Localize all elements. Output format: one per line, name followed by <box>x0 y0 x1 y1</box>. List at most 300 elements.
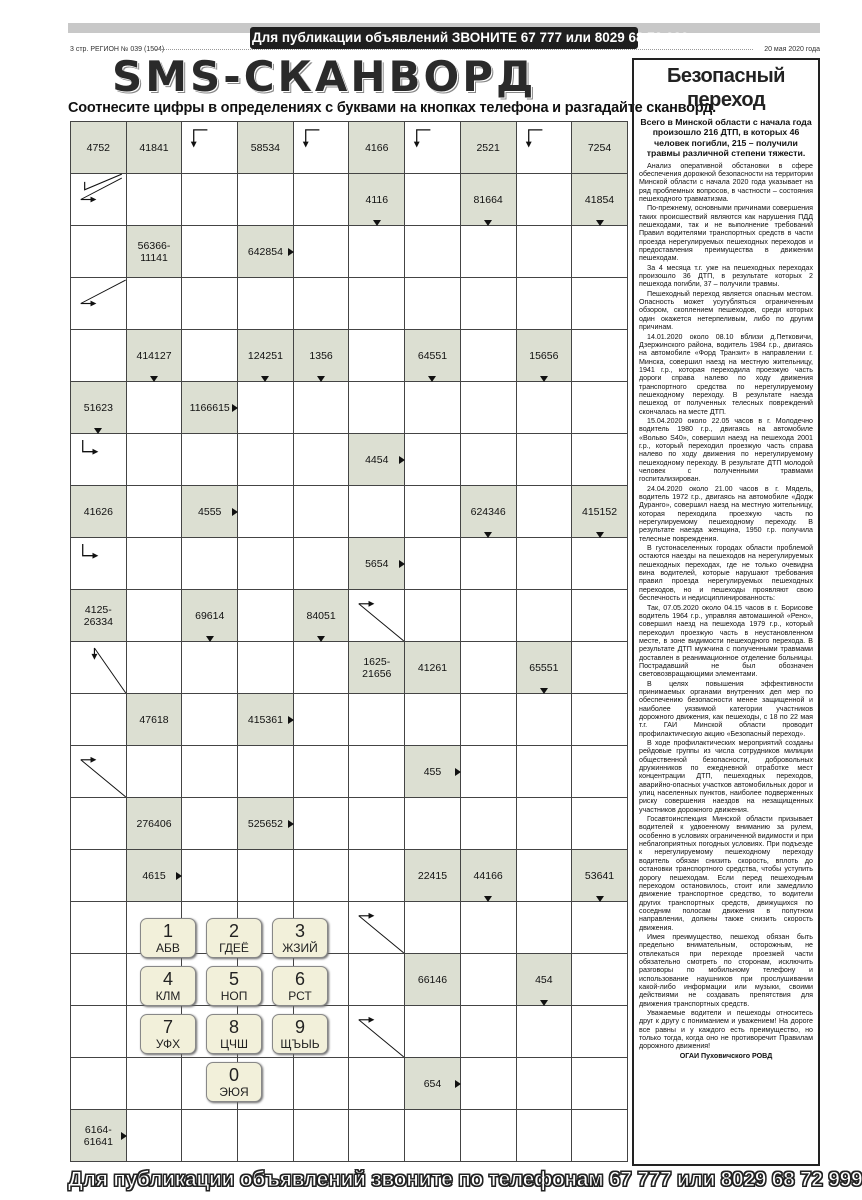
answer-cell[interactable] <box>517 486 573 538</box>
clue-number: 4116 <box>365 193 389 206</box>
clue-number: 41854 <box>584 193 615 206</box>
answer-cell[interactable] <box>294 746 350 798</box>
grid-row <box>71 226 628 278</box>
article-paragraph: Пешеходный переход является опасным местом. Опасность может усугубляться ограниченным обзором, скоплением пешеходов, среди которых один окажется нетерпеливым, либо по другим причинам. <box>639 289 813 332</box>
answer-cell[interactable] <box>349 1110 405 1162</box>
answer-cell[interactable] <box>238 538 294 590</box>
keypad-key-5 <box>206 966 262 1006</box>
clue-number: 642854 <box>247 245 283 258</box>
keypad-key-1 <box>140 918 196 958</box>
clue-number: 22415 <box>417 869 448 882</box>
answer-cell[interactable] <box>182 278 238 330</box>
clue-number: 5654 <box>365 557 389 570</box>
key-letters: НОП <box>220 989 248 1003</box>
clue-number: 53641 <box>584 869 615 882</box>
answer-cell[interactable] <box>294 434 350 486</box>
grid-row <box>71 1110 628 1162</box>
key-letters: ЩЪЫЬ <box>280 1037 320 1051</box>
article-body <box>639 162 813 1051</box>
arrow-cell[interactable] <box>71 538 127 590</box>
answer-cell[interactable] <box>517 434 573 486</box>
answer-cell[interactable] <box>127 486 183 538</box>
answer-cell[interactable] <box>405 1110 461 1162</box>
issue-date: 20 мая 2020 года <box>764 46 820 53</box>
clue-number: 56366- 11141 <box>137 239 171 264</box>
answer-cell[interactable] <box>238 486 294 538</box>
keypad-key-7 <box>140 1014 196 1054</box>
keypad-key-8 <box>206 1014 262 1054</box>
answer-cell[interactable] <box>461 226 517 278</box>
clue-cell <box>517 642 573 694</box>
answer-cell[interactable] <box>294 1110 350 1162</box>
answer-cell[interactable] <box>517 746 573 798</box>
clue-number: 64551 <box>417 349 448 362</box>
clue-cell <box>294 330 350 382</box>
answer-cell[interactable] <box>405 382 461 434</box>
answer-cell[interactable] <box>517 226 573 278</box>
answer-cell[interactable] <box>517 850 573 902</box>
key-digit: 2 <box>228 921 239 941</box>
answer-cell[interactable] <box>294 850 350 902</box>
answer-cell[interactable] <box>294 278 350 330</box>
answer-cell[interactable] <box>71 1006 127 1058</box>
answer-cell[interactable] <box>517 590 573 642</box>
clue-number: 624346 <box>470 505 506 518</box>
clue-cell <box>238 226 294 278</box>
key-digit: 5 <box>228 969 239 989</box>
answer-cell[interactable] <box>461 694 517 746</box>
answer-cell[interactable] <box>405 694 461 746</box>
answer-cell[interactable] <box>127 538 183 590</box>
answer-cell[interactable] <box>349 954 405 1006</box>
key-letters: ЖЗИЙ <box>282 941 318 955</box>
answer-cell[interactable] <box>405 798 461 850</box>
answer-cell[interactable] <box>182 226 238 278</box>
clue-number: 6164- 61641 <box>83 1123 113 1148</box>
clue-number: 47618 <box>139 713 169 726</box>
answer-cell[interactable] <box>349 798 405 850</box>
answer-cell[interactable] <box>71 226 127 278</box>
clue-number: 4125- 26334 <box>83 603 113 628</box>
grid-row <box>71 1058 628 1110</box>
answer-cell[interactable] <box>517 694 573 746</box>
arrow-cell[interactable] <box>517 122 573 174</box>
answer-cell[interactable] <box>572 1110 628 1162</box>
key-letters: ГДЕЁ <box>219 941 249 955</box>
answer-cell[interactable] <box>461 798 517 850</box>
answer-cell[interactable] <box>238 642 294 694</box>
grid-row <box>71 746 628 798</box>
answer-cell[interactable] <box>349 382 405 434</box>
clue-number: 58534 <box>250 141 280 154</box>
article-paragraph: Анализ оперативной обстановки в сфере обеспечения дорожной безопасности на территории Минской области с начала 2020 года указывает на ряд проблемных вопросов, в частности – состояния пешеходного травматизма. <box>639 161 813 203</box>
answer-cell[interactable] <box>238 850 294 902</box>
clue-cell <box>405 850 461 902</box>
grid-row <box>71 122 628 174</box>
answer-cell[interactable] <box>405 1006 461 1058</box>
clue-cell <box>127 850 183 902</box>
answer-cell[interactable] <box>238 174 294 226</box>
key-digit: 7 <box>162 1017 173 1037</box>
clue-cell <box>127 694 183 746</box>
answer-cell[interactable] <box>182 850 238 902</box>
answer-cell[interactable] <box>294 538 350 590</box>
answer-cell[interactable] <box>71 798 127 850</box>
clue-number: 525652 <box>247 817 283 830</box>
article-paragraph: В густонаселенных городах области проблемой остаются наезды на пешеходов на нерегулируемых пешеходных переходах, где не только очевидна вина водителей, которые нарушают требования правил проезда нерегулируемых пешеходных переходов, но и пешеходы проявляют свою беспечность и недисциплинированность: <box>639 544 813 603</box>
article-paragraph: Госавтоинспекция Минской области призывает водителей к удвоенному вниманию за рулем, особенно в условиях ограниченной видимости и при неблагоприятных погодных условиях. При подъезде к нерегулируемому пешеходному переходу водитель обязан снизить скорость, вплоть до остановки транспортного средства, чтобы уступить дорогу пешеходам. Если перед пешеходным переходом остановилось, стоит или замедлило движение транспортное средство, то водители других транспортных средств, движущихся по соседним полосам движения в попутном направлении, должны также снизить скорость движения. <box>639 815 813 932</box>
clue-number: 65551 <box>529 661 559 674</box>
answer-cell[interactable] <box>294 798 350 850</box>
keypad-key-4 <box>140 966 196 1006</box>
article-title: Безопасный переход <box>667 65 785 111</box>
answer-cell[interactable] <box>71 330 127 382</box>
answer-cell[interactable] <box>71 954 127 1006</box>
clue-cell <box>127 122 183 174</box>
key-digit: 0 <box>228 1065 239 1085</box>
answer-cell[interactable] <box>461 434 517 486</box>
article-paragraph: Уважаемые водители и пешеходы относитесь друг к другу с пониманием и уважением! На дороге все равны и у каждого есть преимущество, но только тогда, когда оно не противоречит Правилам дорожного движения! <box>639 1009 813 1051</box>
answer-cell[interactable] <box>238 382 294 434</box>
key-letters: ЭЮЯ <box>219 1085 249 1099</box>
clue-number: 4752 <box>86 141 111 154</box>
answer-cell[interactable] <box>294 226 350 278</box>
answer-cell[interactable] <box>517 538 573 590</box>
answer-cell[interactable] <box>572 1006 628 1058</box>
clue-cell <box>71 382 127 434</box>
answer-cell[interactable] <box>182 642 238 694</box>
clue-number: 654 <box>423 1077 442 1090</box>
clue-cell <box>238 798 294 850</box>
clue-cell <box>461 850 517 902</box>
answer-cell[interactable] <box>405 226 461 278</box>
clue-number: 1356 <box>309 349 333 362</box>
clue-cell <box>71 486 127 538</box>
answer-cell[interactable] <box>405 590 461 642</box>
clue-cell <box>349 122 405 174</box>
answer-cell[interactable] <box>127 642 183 694</box>
answer-cell[interactable] <box>405 434 461 486</box>
arrow-cell[interactable] <box>71 746 127 798</box>
keypad-key-9 <box>272 1014 328 1054</box>
clue-cell <box>517 330 573 382</box>
answer-cell[interactable] <box>461 954 517 1006</box>
meta-divider <box>155 49 753 50</box>
clue-cell <box>71 1110 127 1162</box>
article-paragraph: Имея преимущество, пешеход обязан быть предельно внимательным, осторожным, не отвлекаться при переходе проезжей части обязательно смотреть по сторонам, исключить разговоры по мобильному телефону и использование наушников при прослушивании какой-либо информации или музыки, своими действиями не создавать препятствия для движения транспортных средств. <box>639 932 813 1008</box>
arrow-cell[interactable] <box>71 174 127 226</box>
clue-cell <box>405 954 461 1006</box>
clue-number: 415361 <box>247 713 283 726</box>
grid-row <box>71 330 628 382</box>
clue-cell <box>405 1058 461 1110</box>
answer-cell[interactable] <box>71 850 127 902</box>
clue-cell <box>127 798 183 850</box>
clue-cell <box>182 382 238 434</box>
answer-cell[interactable] <box>461 746 517 798</box>
clue-number: 69614 <box>195 609 225 622</box>
answer-cell[interactable] <box>294 382 350 434</box>
arrow-cell[interactable] <box>294 122 350 174</box>
clue-number: 4166 <box>365 141 389 154</box>
article-paragraph: Так, 07.05.2020 около 04.15 часов в г. Борисове водитель 1964 г.р., управляя автомашиной «Рено», совершил наезд на пешехода 1979 г.р., который переходил проезжую часть в неустановленном месте, в зоне видимости пешеходного перехода. В результате ДТП мужчина с полученными травмами доставлен в реанимационное отделение больницы. Пострадавший не был обозначен световозвращающими элементами. <box>639 603 813 679</box>
page-info: 3 стр. РЕГИОН № 039 (1504) <box>70 46 165 53</box>
grid-row <box>71 590 628 642</box>
grid-row <box>71 538 628 590</box>
key-letters: УФХ <box>155 1037 181 1051</box>
answer-cell[interactable] <box>461 1058 517 1110</box>
clue-cell <box>405 642 461 694</box>
answer-cell[interactable] <box>572 746 628 798</box>
answer-cell[interactable] <box>461 590 517 642</box>
answer-cell[interactable] <box>182 174 238 226</box>
arrow-cell[interactable] <box>349 590 405 642</box>
clue-number: 454 <box>535 973 553 986</box>
clue-cell <box>349 538 405 590</box>
answer-cell[interactable] <box>461 902 517 954</box>
answer-cell[interactable] <box>572 382 628 434</box>
clue-cell <box>127 330 183 382</box>
clue-number: 41261 <box>417 661 448 674</box>
clue-cell <box>405 330 461 382</box>
answer-cell[interactable] <box>572 642 628 694</box>
clue-number: 41626 <box>83 505 113 518</box>
clue-number: 4615 <box>142 869 166 882</box>
article-paragraph: По-прежнему, основными причинами совершения таких происшествий являются как нарушения ПДД пешеходами, так и не выполнение требований Правил водителями транспортных средств в части проезда нерегулируемых пешеходных переходов и предоставления преимущества в движении пешеходам. <box>639 204 813 263</box>
answer-cell[interactable] <box>294 1058 350 1110</box>
answer-cell[interactable] <box>294 694 350 746</box>
grid-row <box>71 642 628 694</box>
keypad-key-3 <box>272 918 328 958</box>
clue-cell <box>461 486 517 538</box>
answer-cell[interactable] <box>127 174 183 226</box>
answer-cell[interactable] <box>517 382 573 434</box>
top-banner: Для публикации объявлений ЗВОНИТЕ 67 777 или 8029 68 72 999 <box>250 27 638 49</box>
answer-cell[interactable] <box>182 434 238 486</box>
answer-cell[interactable] <box>127 1058 183 1110</box>
clue-number: 66146 <box>417 973 448 986</box>
article-paragraph: В целях повышения эффективности принимаемых органами внутренних дел мер по обеспечению безопасности менее защищенной и наиболее уязвимой категории участников дорожного движения, как пешеходы, с 18 по 22 мая т.г. ГАИ Минской области проводит профилактическую акцию «Безопасный переход». <box>639 679 813 738</box>
answer-cell[interactable] <box>182 330 238 382</box>
clue-cell <box>182 590 238 642</box>
clue-cell <box>572 850 628 902</box>
article-paragraph: 24.04.2020 около 21.00 часов в г. Мядель, водитель 1972 г.р., двигаясь на автомобиле «Додж Дуранго», совершил наезд на местную жительницу, которая переходила проезжую часть по нерегулируемому пешеходному переходу. В результате наезда женщина, 1950 г.р. получила телесные повреждения. <box>639 484 813 543</box>
answer-cell[interactable] <box>71 902 127 954</box>
answer-cell[interactable] <box>127 746 183 798</box>
key-letters: АБВ <box>156 941 180 955</box>
answer-cell[interactable] <box>405 902 461 954</box>
key-digit: 1 <box>162 921 173 941</box>
answer-cell[interactable] <box>572 538 628 590</box>
arrow-cell[interactable] <box>71 278 127 330</box>
answer-cell[interactable] <box>405 174 461 226</box>
clue-number: 1625- 21656 <box>362 655 392 680</box>
answer-cell[interactable] <box>349 278 405 330</box>
clue-cell <box>572 174 628 226</box>
answer-cell[interactable] <box>572 278 628 330</box>
answer-cell[interactable] <box>349 850 405 902</box>
keypad-key-0 <box>206 1062 262 1102</box>
clue-number: 4555 <box>198 505 222 518</box>
answer-cell[interactable] <box>517 174 573 226</box>
clue-cell <box>182 486 238 538</box>
answer-cell[interactable] <box>182 746 238 798</box>
answer-cell[interactable] <box>572 330 628 382</box>
clue-number: 2521 <box>476 141 500 154</box>
answer-cell[interactable] <box>182 798 238 850</box>
answer-cell[interactable] <box>71 694 127 746</box>
key-digit: 8 <box>228 1017 239 1037</box>
clue-number: 84051 <box>306 609 336 622</box>
arrow-cell[interactable] <box>349 902 405 954</box>
answer-cell[interactable] <box>572 590 628 642</box>
answer-cell[interactable] <box>294 174 350 226</box>
clue-cell <box>71 590 127 642</box>
answer-cell[interactable] <box>405 486 461 538</box>
answer-cell[interactable] <box>127 434 183 486</box>
key-digit: 3 <box>294 921 305 941</box>
clue-cell <box>572 486 628 538</box>
clue-number: 414127 <box>136 349 172 362</box>
article-lead: Всего в Минской области с начала года произошло 216 ДТП, в которых 46 человек погибли, 215 – получили травмы различной степени тяжести. <box>640 117 812 159</box>
clue-cell <box>461 122 517 174</box>
clue-number: 44166 <box>473 869 503 882</box>
key-letters: КЛМ <box>155 989 181 1003</box>
answer-cell[interactable] <box>127 278 183 330</box>
clue-number: 15656 <box>529 349 559 362</box>
answer-cell[interactable] <box>461 330 517 382</box>
answer-cell[interactable] <box>182 694 238 746</box>
keypad-key-2 <box>206 918 262 958</box>
answer-cell[interactable] <box>517 278 573 330</box>
answer-cell[interactable] <box>294 642 350 694</box>
answer-cell[interactable] <box>127 1110 183 1162</box>
grid-row <box>71 486 628 538</box>
grid-row <box>71 850 628 902</box>
grid-row <box>71 434 628 486</box>
clue-number: 4454 <box>365 453 389 466</box>
clue-number: 1166615 <box>189 401 230 414</box>
key-digit: 4 <box>162 969 173 989</box>
clue-number: 276406 <box>136 817 172 830</box>
clue-cell <box>405 746 461 798</box>
answer-cell[interactable] <box>461 1006 517 1058</box>
article-sidebar <box>632 58 820 1166</box>
grid-row <box>71 798 628 850</box>
answer-cell[interactable] <box>461 538 517 590</box>
clue-cell <box>349 174 405 226</box>
clue-number: 51623 <box>83 401 113 414</box>
arrow-cell[interactable] <box>405 122 461 174</box>
answer-cell[interactable] <box>182 538 238 590</box>
answer-cell[interactable] <box>349 746 405 798</box>
grid-row <box>71 694 628 746</box>
answer-cell[interactable] <box>349 226 405 278</box>
clue-number: 415152 <box>582 505 618 518</box>
key-digit: 9 <box>294 1017 305 1037</box>
clue-cell <box>294 590 350 642</box>
page-title: SMS-СКАНВОРД <box>112 52 537 101</box>
answer-cell[interactable] <box>572 694 628 746</box>
answer-cell[interactable] <box>294 486 350 538</box>
answer-cell[interactable] <box>127 590 183 642</box>
article-paragraph: За 4 месяца т.г. уже на пешеходных переходах произошло 36 ДТП, в результате которых 2 пешехода погибли, 37 – получили травмы. <box>639 263 813 289</box>
puzzle-instructions: Соотнесите цифры в определениях с буквами на кнопках телефона и разгадайте сканворд. <box>68 100 716 116</box>
clue-cell <box>349 434 405 486</box>
clue-number: 41841 <box>139 141 169 154</box>
grid-row <box>71 174 628 226</box>
answer-cell[interactable] <box>238 590 294 642</box>
answer-cell[interactable] <box>572 226 628 278</box>
answer-cell[interactable] <box>461 382 517 434</box>
answer-cell[interactable] <box>349 330 405 382</box>
arrow-cell[interactable] <box>71 434 127 486</box>
answer-cell[interactable] <box>238 434 294 486</box>
clue-number: 81664 <box>473 193 503 206</box>
clue-cell <box>238 694 294 746</box>
article-signature: ОГАИ Пуховичского РОВД <box>679 1051 773 1060</box>
answer-cell[interactable] <box>572 1058 628 1110</box>
clue-cell <box>349 642 405 694</box>
answer-cell[interactable] <box>405 538 461 590</box>
clue-cell <box>238 122 294 174</box>
answer-cell[interactable] <box>572 902 628 954</box>
answer-cell[interactable] <box>517 1006 573 1058</box>
arrow-cell[interactable] <box>71 642 127 694</box>
answer-cell[interactable] <box>517 798 573 850</box>
answer-cell[interactable] <box>349 694 405 746</box>
clue-cell <box>517 954 573 1006</box>
answer-cell[interactable] <box>238 1110 294 1162</box>
arrow-cell[interactable] <box>182 122 238 174</box>
article-paragraph: 14.01.2020 около 08.10 вблизи д.Петковичи, Дзержинского района, водитель 1984 г.р., двигаясь на автомобиле «Форд Транзит» в направлении г. Минска, совершил наезд на местную жительницу, 1941 г.р., которая переходила проезжую часть дороги справа налево по ходу движения транспортного средства по нерегулируемому пешеходному переходу. В результате наезда пешеход от полученных телесных повреждений скончалась на месте ДТП. <box>639 332 813 416</box>
article-paragraph: 15.04.2020 около 22.05 часов в г. Молодечно водитель 1980 г.р., двигаясь на автомобиле «Вольво S40», совершил наезд на пешехода 2001 г.р., который переходил проезжую часть справа налево по ходу движения по нерегулируемому пешеходному переходу. В результате ДТП молодой человек с полученными травмами госпитализирован. <box>639 416 813 484</box>
clue-cell <box>238 330 294 382</box>
answer-cell[interactable] <box>572 954 628 1006</box>
answer-cell[interactable] <box>517 1058 573 1110</box>
grid-row <box>71 382 628 434</box>
clue-cell <box>127 226 183 278</box>
clue-cell <box>461 174 517 226</box>
answer-cell[interactable] <box>238 746 294 798</box>
answer-cell[interactable] <box>182 1110 238 1162</box>
clue-cell <box>572 122 628 174</box>
answer-cell[interactable] <box>71 1058 127 1110</box>
answer-cell[interactable] <box>127 382 183 434</box>
answer-cell[interactable] <box>405 278 461 330</box>
answer-cell[interactable] <box>517 902 573 954</box>
article-paragraph: В ходе профилактических мероприятий созданы рейдовые группы из числа сотрудников милиции общественной безопасности, добровольных дружинников по ежедневной отработке мест концентрации ДТП, пешеходных переходов, аварийно-опасных участков автомобильных дорог и улиц населенных пунктов, наиболее подверженных риску совершения наездов на незащищенных участников дорожного движения. <box>639 739 813 814</box>
clue-number: 7254 <box>587 141 612 154</box>
answer-cell[interactable] <box>517 1110 573 1162</box>
grid-row <box>71 278 628 330</box>
answer-cell[interactable] <box>238 278 294 330</box>
answer-cell[interactable] <box>572 434 628 486</box>
clue-number: 124251 <box>247 349 283 362</box>
answer-cell[interactable] <box>349 1058 405 1110</box>
clue-number: 455 <box>423 765 442 778</box>
keypad-key-6 <box>272 966 328 1006</box>
answer-cell[interactable] <box>572 798 628 850</box>
key-digit: 6 <box>294 969 305 989</box>
key-letters: ЦЧШ <box>220 1037 248 1051</box>
clue-cell <box>71 122 127 174</box>
arrow-cell[interactable] <box>349 1006 405 1058</box>
answer-cell[interactable] <box>349 486 405 538</box>
answer-cell[interactable] <box>461 642 517 694</box>
answer-cell[interactable] <box>461 278 517 330</box>
answer-cell[interactable] <box>461 1110 517 1162</box>
